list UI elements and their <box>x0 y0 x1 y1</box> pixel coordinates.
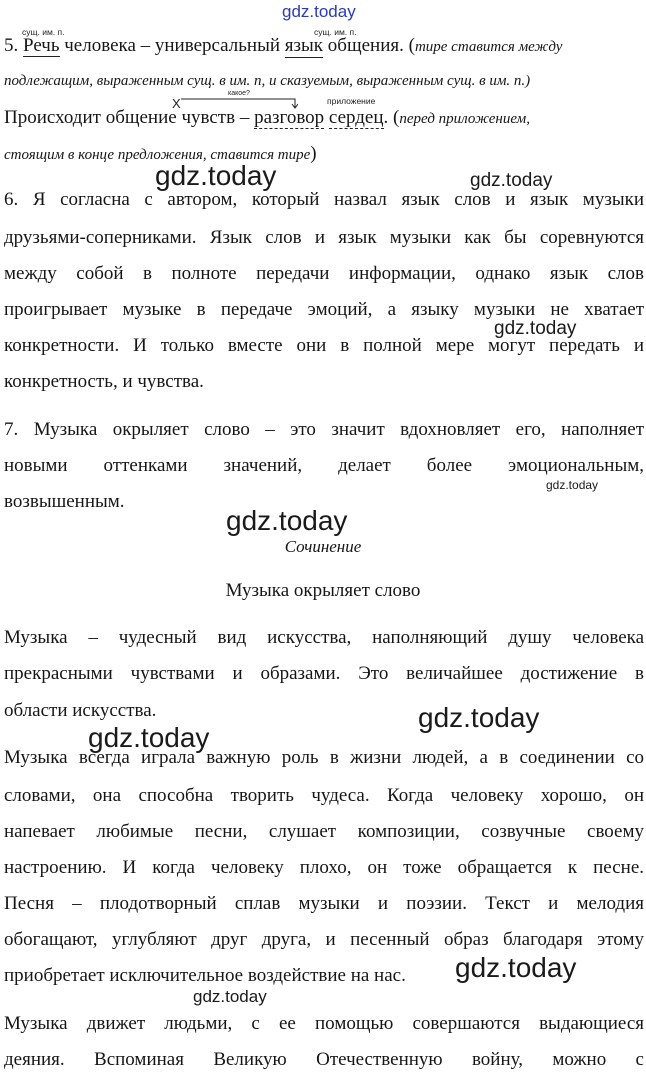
ex7-line-2: новыми оттенками значений, делает более эмоциональным, <box>4 455 644 476</box>
essay-p2-line-3: напевает любимые песни, слушает композиции, созвучные своему <box>4 821 644 842</box>
ex5-line-3: Происходит общение чувств – разговор сердец. (перед приложением, <box>4 107 530 128</box>
apposition-label: приложение <box>327 96 376 106</box>
watermark: gdz.today <box>455 952 577 983</box>
ex6-line-2: друзьями-соперниками. Язык слов и язык музыки как бы соревнуются <box>4 227 644 248</box>
ex6-line-1: 6. Я согласна с автором, который назвал язык слов и язык музыки <box>4 189 644 210</box>
essay-p2-line-7: приобретает исключительное воздействие на нас. <box>4 965 406 986</box>
essay-p1-line-3: области искусства. <box>4 700 157 721</box>
ex6-line-4: проигрывает музыке в передаче эмоций, а языку музыки не хватает <box>4 299 644 320</box>
watermark: gdz.today <box>546 478 599 492</box>
ex5-line-1: 5. Речь человека – универсальный язык общения. (тире ставится между <box>4 35 563 56</box>
watermark: gdz.today <box>193 987 267 1006</box>
question-label: какое? <box>228 90 250 97</box>
essay-p2-line-5: Песня – плодотворный сплав музыки и поэзии. Текст и мелодия <box>4 893 644 914</box>
apposition-word-2: сердец <box>328 107 384 128</box>
essay-p1-line-2: прекрасными чувствами и образами. Это величайшее достижение в <box>4 663 644 684</box>
dependency-arrow <box>180 96 298 106</box>
essay-p2-line-1: Музыка всегда играла важную роль в жизни людей, а в соединении со <box>4 747 644 768</box>
ex5-line-2: подлежащим, выраженным сущ. в им. п, и сказуемым, выраженным сущ. в им. п.) <box>4 73 531 89</box>
predicate-word: язык <box>284 35 324 56</box>
essay-p3-line-1: Музыка движет людьми, с ее помощью совершаются выдающиеся <box>4 1013 644 1034</box>
essay-heading: Сочинение <box>284 537 362 556</box>
watermark: gdz.today <box>494 318 577 339</box>
watermark: gdz.today <box>88 722 210 753</box>
subject-word: Речь <box>23 35 60 56</box>
predicate-label: сущ. им. п. <box>314 27 357 37</box>
ex7-line-1: 7. Музыка окрыляет слово – это значит вдохновляет его, наполняет <box>4 419 644 440</box>
ex7-line-3: возвышенным. <box>4 491 125 512</box>
essay-title: Музыка окрыляет слово <box>225 580 421 601</box>
watermark-top: gdz.today <box>282 2 356 21</box>
ex6-line-3: между собой в полноте передачи информации, однако язык слов <box>4 263 644 284</box>
watermark: gdz.today <box>418 702 540 733</box>
watermark: gdz.today <box>470 170 553 191</box>
ex6-line-6: конкретность, и чувства. <box>4 371 204 392</box>
ex6-line-5: конкретности. И только вместе они в полной мере могут передать и <box>4 335 644 356</box>
watermark: gdz.today <box>155 160 277 191</box>
apposition-word: разговор <box>254 107 325 128</box>
mark-x: X <box>172 96 181 111</box>
essay-p2-line-6: обогащают, углубляют друг друга, и песенный образ благодаря этому <box>4 929 644 950</box>
watermark: gdz.today <box>226 505 348 536</box>
essay-p2-line-2: словами, она способна творить чудеса. Когда человеку хорошо, он <box>4 785 644 806</box>
essay-p3-line-2: деяния. Вспоминая Великую Отечественную войну, можно с <box>4 1049 644 1070</box>
ex5-line-4: стоящим в конце предложения, ставится тире) <box>4 143 317 164</box>
essay-p2-line-4: настроению. И когда человеку плохо, он тоже обращается к песне. <box>4 857 644 878</box>
subject-label: сущ. им. п. <box>22 27 65 37</box>
essay-p1-line-1: Музыка – чудесный вид искусства, наполняющий душу человека <box>4 627 644 648</box>
